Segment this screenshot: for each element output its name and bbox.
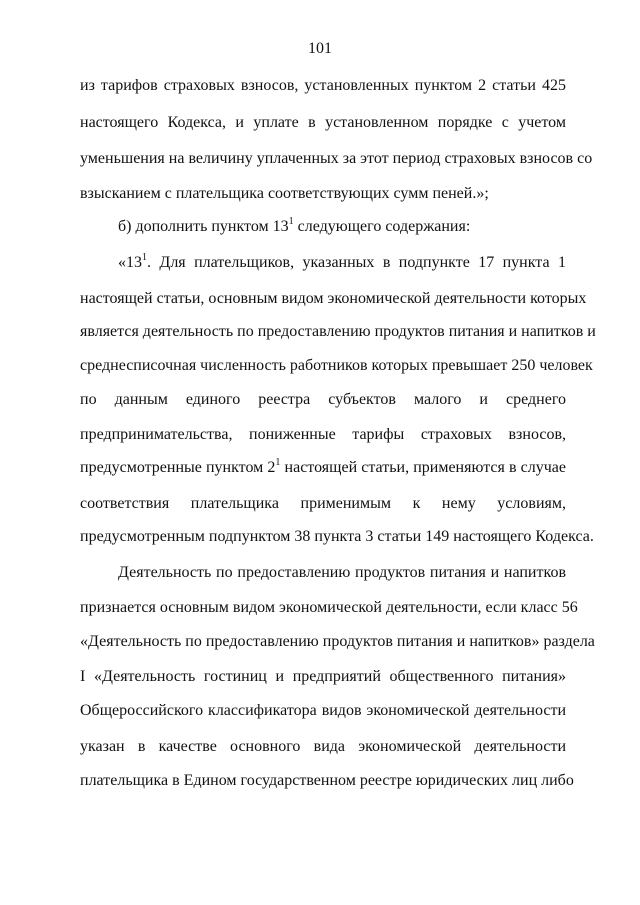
text-line: соответствия плательщика применимым к нему условиям, bbox=[80, 495, 566, 512]
superscript: 1 bbox=[142, 251, 147, 263]
text-line: плательщика в Едином государственном реестре юридических лиц либо bbox=[80, 772, 574, 789]
text-line: Общероссийского классификатора видов экономической деятельности bbox=[80, 702, 566, 719]
text-line: б) дополнить пунктом $13^1$ следующего содержания: bbox=[118, 215, 471, 235]
text-line: настоящего Кодекса, и уплате в установленном порядке с учетом bbox=[80, 114, 566, 131]
text-line: взысканием с плательщика соответствующих сумм пеней.»; bbox=[80, 185, 489, 202]
text-line: из тарифов страховых взносов, установленных пунктом 2 статьи 425 bbox=[80, 77, 566, 94]
text-line: среднесписочная численность работников которых превышает 250 человек bbox=[80, 357, 593, 374]
text-line: указан в качестве основного вида экономической деятельности bbox=[80, 738, 566, 755]
text-line: «$13^1$. Для плательщиков, указанных в подпункте 17 пункта 1 bbox=[118, 251, 566, 271]
text-line: по данным единого реестра субъектов малого и среднего bbox=[80, 391, 566, 408]
text-line: является деятельность по предоставлению продуктов питания и напитков и bbox=[80, 323, 596, 340]
text-line: I «Деятельность гостиниц и предприятий общественного питания» bbox=[80, 668, 566, 685]
superscript: 1 bbox=[288, 215, 294, 227]
text-line: Деятельность по предоставлению продуктов питания и напитков bbox=[118, 564, 566, 581]
text-line: настоящей статьи, основным видом экономической деятельности которых bbox=[80, 290, 587, 307]
text-line: «Деятельность по предоставлению продуктов питания и напитков» раздела bbox=[80, 633, 595, 650]
text-line: признается основным видом экономической деятельности, если класс 56 bbox=[80, 599, 578, 616]
text-line: предпринимательства, пониженные тарифы страховых взносов, bbox=[80, 426, 566, 443]
superscript: 1 bbox=[275, 456, 281, 468]
text-line: уменьшения на величину уплаченных за этот период страховых взносов со bbox=[80, 150, 593, 167]
text-line: предусмотренным подпунктом 38 пункта 3 статьи 149 настоящего Кодекса. bbox=[80, 528, 594, 545]
text-line: предусмотренные пунктом $2^1$ настоящей статьи, применяются в случае bbox=[80, 456, 567, 476]
page-number: 101 bbox=[308, 40, 332, 57]
